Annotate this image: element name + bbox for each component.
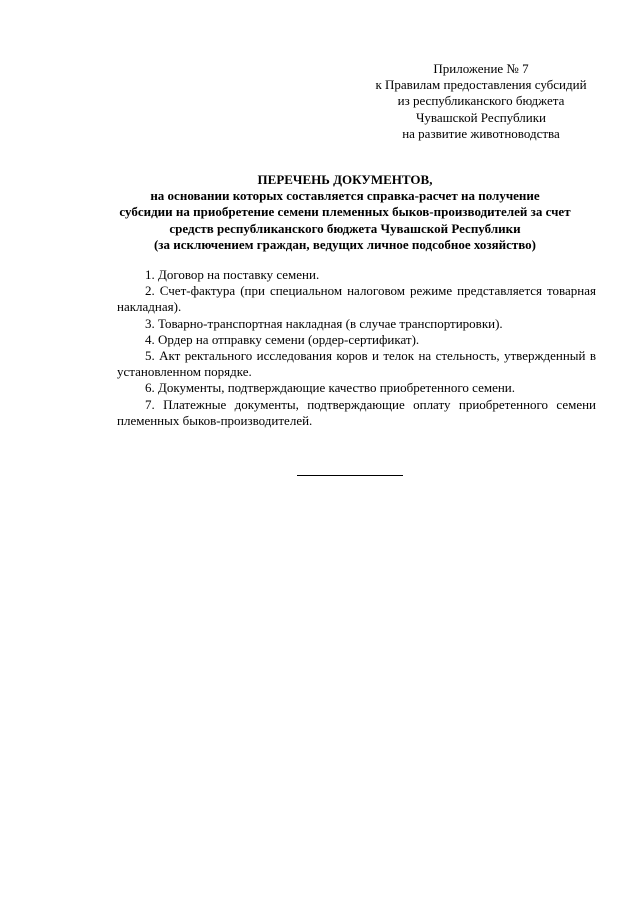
document-title <box>95 172 595 253</box>
title-line: (за исключением граждан, ведущих личное подсобное хозяйство) <box>153 236 537 252</box>
title-heading: ПЕРЕЧЕНЬ ДОКУМЕНТОВ, <box>257 172 433 187</box>
end-separator-line <box>297 475 403 476</box>
appendix-line: из республиканского бюджета <box>397 93 565 109</box>
appendix-line: к Правилам предоставления субсидий <box>375 77 587 93</box>
list-item: 4. Ордер на отправку семени (ордер-сертификат). <box>145 331 420 347</box>
title-line: средств республиканского бюджета Чувашской Республики <box>169 220 521 236</box>
list-item: 1. Договор на поставку семени. <box>145 267 320 282</box>
title-line: субсидии на приобретение семени племенных быков-производителей за счет <box>119 204 571 220</box>
list-item: 6. Документы, подтверждающие качество приобретенного семени. <box>145 380 516 396</box>
list-item: 5. Акт ректального исследования коров и телок на стельность, утвержденный в установленном порядке. <box>117 348 596 380</box>
list-item: 2. Счет-фактура (при специальном налоговом режиме представляется товарная накладная). <box>117 283 596 315</box>
title-line: на основании которых составляется справка-расчет на получение <box>150 188 540 204</box>
appendix-line: на развитие животноводства <box>402 125 560 141</box>
appendix-line: Чувашской Республики <box>415 109 547 125</box>
appendix-number: Приложение № 7 <box>433 61 529 76</box>
appendix-header <box>355 61 607 142</box>
list-item: 3. Товарно-транспортная накладная (в случае транспортировки). <box>145 315 503 331</box>
list-item: 7. Платежные документы, подтверждающие оплату приобретенного семени племенных быков-производителей. <box>117 396 596 428</box>
document-list <box>117 267 596 429</box>
